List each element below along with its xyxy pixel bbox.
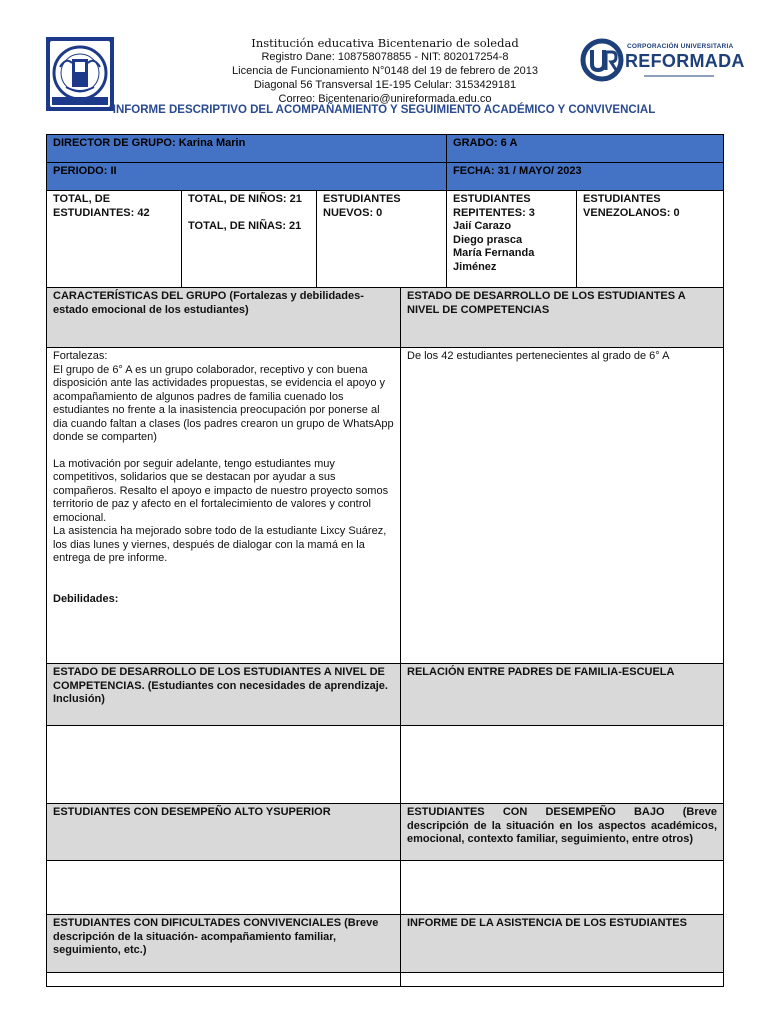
venezolanos-cell: ESTUDIANTES VENEZOLANOS: 0 (577, 191, 724, 288)
total-ninos: TOTAL, DE NIÑOS: 21 (188, 193, 302, 205)
asistencia-header: INFORME DE LA ASISTENCIA DE LOS ESTUDIANTES (401, 915, 724, 973)
bajo-header: ESTUDIANTES CON DESEMPEÑO BAJO (Breve descripción de la situación en los aspectos académicos, emocional, contexto familiar, seguimiento, entre otros) (401, 804, 724, 861)
fortalezas-paragraph: La motivación por seguir adelante, tengo estudiantes muy competitivos, solidarios que se destacan por ayudar a sus compañeros. Resalto el apoyo e impacto de nuestro proyecto somos territorio de paz y afecto en el fortalecimiento de valores y control emocional. (53, 457, 389, 524)
row-estado-header (47, 664, 724, 726)
fecha-cell: FECHA: 31 / MAYO/ 2023 (447, 163, 724, 191)
institution-info (160, 36, 610, 106)
partner-subtitle: CORPORACIÓN UNIVERSITARIA (627, 43, 734, 50)
convivenciales-header: ESTUDIANTES CON DIFICULTADES CONVIVENCIALES (Breve descripción de la situación- acompañamiento familiar, seguimiento, etc.) (47, 915, 401, 973)
row-desempeno-header (47, 804, 724, 861)
partner-underline (644, 75, 714, 77)
total-estudiantes-cell: TOTAL, DE ESTUDIANTES: 42 (47, 191, 182, 288)
debilidades-label: Debilidades: (53, 592, 119, 605)
fortalezas-paragraph: El grupo de 6° A es un grupo colaborador, receptivo y con buena disposición ante las actividades propuestas, se evidencia el apoyo y acompañamiento de algunos padres de familia cuenado los estudiantes no frente a la inasistencia preocupación por ponerse al dia cuando faltan a clases (los padres crearon un grupo de WhatsApp donde se comparten) (53, 363, 394, 443)
row-convivencia-header (47, 915, 724, 973)
nuevos-cell: ESTUDIANTES NUEVOS: 0 (317, 191, 447, 288)
repitente-name: María Fernanda Jiménez (453, 247, 535, 273)
relacion-body (401, 726, 724, 804)
fortalezas-label: Fortalezas: (53, 350, 108, 362)
registro-line: Registro Dane: 108758078855 - NIT: 802017254-8 (261, 51, 509, 63)
school-crest-logo (46, 37, 114, 111)
total-ninas: TOTAL, DE NIÑAS: 21 (188, 219, 302, 232)
row-estado-body (47, 726, 724, 804)
fortalezas-paragraph: La asistencia ha mejorado sobre todo de la estudiante Lixcy Suárez, los dias lunes y viernes, después de dialogar con la mamá en la entrega de pre informe. (53, 525, 387, 564)
correo-line: Correo: Bicentenario@unireformada.edu.co (278, 93, 492, 105)
report-form-table (46, 134, 724, 987)
row-caracteristicas-body (47, 348, 724, 664)
grado-cell: GRADO: 6 A (447, 135, 724, 163)
convivenciales-body (47, 973, 401, 987)
repitente-name: Jaií Carazo (453, 220, 512, 232)
bajo-body (401, 861, 724, 915)
relacion-header: RELACIÓN ENTRE PADRES DE FAMILIA-ESCUELA (401, 664, 724, 726)
licencia-line: Licencia de Funcionamiento N°0148 del 19 de febrero de 2013 (232, 65, 538, 77)
total-ninos-ninas-cell (182, 191, 317, 288)
row-caracteristicas-header (47, 288, 724, 348)
caracteristicas-header: CARACTERÍSTICAS DEL GRUPO (Fortalezas y debilidades- estado emocional de los estudiantes) (47, 288, 401, 348)
asistencia-body (401, 973, 724, 987)
row-totals (47, 191, 724, 288)
estado-inclusion-header: ESTADO DE DESARROLLO DE LOS ESTUDIANTES A NIVEL DE COMPETENCIAS. (Estudiantes con necesidades de aprendizaje. Inclusión) (47, 664, 401, 726)
estado-body: De los 42 estudiantes pertenecientes al grado de 6° A (401, 348, 724, 664)
periodo-cell: PERIODO: II (47, 163, 447, 191)
director-cell: DIRECTOR DE GRUPO: Karina Marin (47, 135, 447, 163)
alto-header: ESTUDIANTES CON DESEMPEÑO ALTO YSUPERIOR (47, 804, 401, 861)
partner-name: REFORMADA (625, 51, 745, 71)
row-desempeno-body (47, 861, 724, 915)
direccion-line: Diagonal 56 Transversal 1E-195 Celular: 3153429181 (253, 79, 517, 91)
alto-body (47, 861, 401, 915)
report-title: INFORME DESCRIPTIVO DEL ACOMPAÑAMIENTO Y SEGUIMIENTO ACADÉMICO Y CONVIVENCIAL (112, 104, 656, 116)
caracteristicas-body (47, 348, 401, 664)
repitentes-label: ESTUDIANTES REPITENTES: 3 (453, 193, 535, 219)
row-periodo (47, 163, 724, 191)
institution-name: Institución educativa Bicentenario de soledad (251, 36, 519, 50)
repitentes-cell (447, 191, 577, 288)
estado-inclusion-body (47, 726, 401, 804)
row-convivencia-body (47, 973, 724, 987)
reformada-logo (580, 38, 760, 82)
row-director (47, 135, 724, 163)
repitente-name: Diego prasca (453, 233, 523, 246)
ur-logo-icon (580, 38, 624, 82)
estado-header: ESTADO DE DESARROLLO DE LOS ESTUDIANTES A NIVEL DE COMPETENCIAS (401, 288, 724, 348)
